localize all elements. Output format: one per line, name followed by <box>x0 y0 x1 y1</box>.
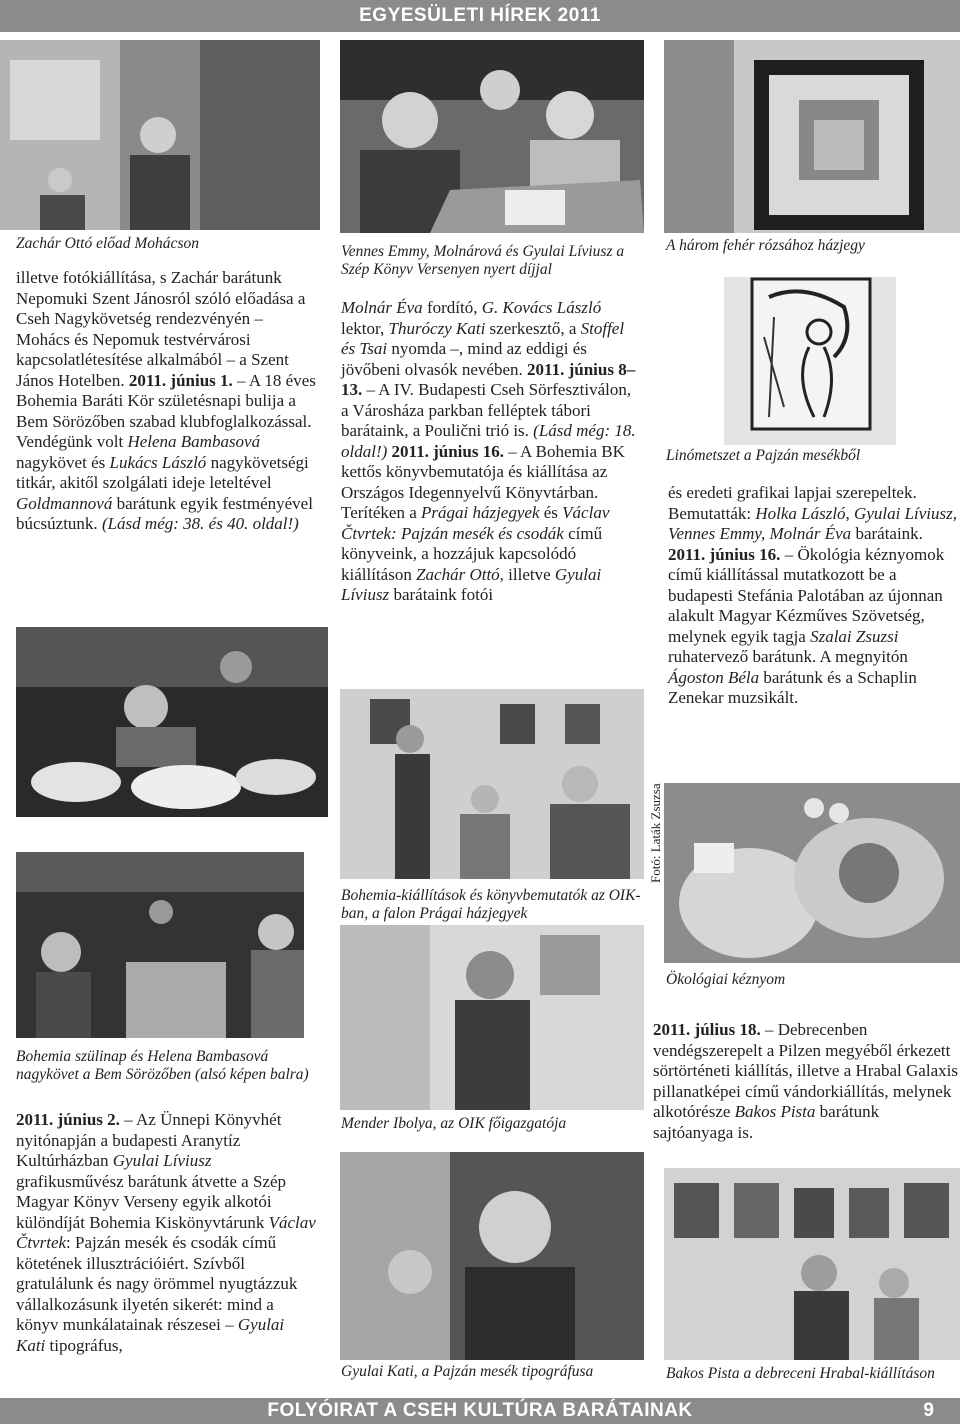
photo-hazjegy-frame <box>664 40 960 233</box>
caption-bakos: Bakos Pista a debreceni Hrabal-kiállításon <box>666 1365 935 1382</box>
footer-title: FOLYÓIRAT A CSEH KULTÚRA BARÁTAINAK <box>267 1400 693 1421</box>
article-col2: Molnár Éva fordító, G. Kovács László lektor, Thuróczy Kati szerkesztő, a Stoffel és Tsai nyomda –, mind az eddigi és jövőbeni olvasók nevében. 2011. június 8–13. – A IV. Budapesti Cseh Sörfesztiválon, a Városháza parkban felléptek tábori barátaink, a Poulični trió is. (Lásd még: 18. oldal!) 2011. június 16. – A Bohemia BK kettős könyvbemutatója és kiállítása az Országos Idegennyelvű Könyvtárban. Terítéken a Prágai házjegyek és Václav Čtvrtek: Pajzán mesék és csodák című könyveink, a hozzájuk kapcsolódó kiállításon Zachár Ottó, illetve Gyulai Líviusz barátaink fotói <box>341 298 636 604</box>
photo-zachar-otto <box>0 40 320 230</box>
caption-mender: Mender Ibolya, az OIK főigazgatója <box>341 1115 567 1132</box>
caption-harom-feher: A három fehér rózsához házjegy <box>666 237 865 254</box>
page-header <box>0 0 960 32</box>
photo-credit-text: Fotó: Laták Zsuzsa <box>648 783 663 883</box>
photo-gyulai-kati <box>340 1152 644 1360</box>
caption-oik: Bohemia-kiállítások és könyvbemutatók az OIK-ban, a falon Prágai házjegyek <box>341 887 641 922</box>
photo-birthday-cake <box>16 627 328 817</box>
page-footer <box>0 1398 960 1424</box>
caption-gyulai-kati: Gyulai Kati, a Pajzán mesék tipográfusa <box>341 1363 594 1380</box>
article-col3-top: és eredeti grafikai lapjai szerepeltek. Bemutatták: Holka László, Gyulai Líviusz, Vennes Emmy, Molnár Éva barátaink. 2011. június 16. – Ökológia kéznyomok című kiállítással mutatkozott be a budapesti Stefánia Palotában az újonnan alakult Magyar Kézműves Szövetség, melynek egyik tagja Szalai Zsuzsi ruhatervező barátunk. A megnyitón Ágoston Béla barátunk és a Schaplin Zenekar muzsikált. <box>668 483 957 707</box>
photo-bakos-pista <box>664 1168 960 1360</box>
photo-bem-sorozo <box>16 852 304 1038</box>
photo-okologiai-keznyom <box>664 783 960 963</box>
caption-vennes: Vennes Emmy, Molnárová és Gyulai Líviusz a Szép Könyv Versenyen nyert díjjal <box>341 243 625 278</box>
photo-mender-ibolya <box>340 925 644 1110</box>
photo-oik-exhibition <box>340 689 644 879</box>
photo-linometszet <box>724 277 896 445</box>
photo-vennes-molnarova-gyulai <box>340 40 644 233</box>
caption-bohemia: Bohemia szülinap és Helena Bambasová nagykövet a Bem Sörözőben (alsó képen balra) <box>16 1048 309 1083</box>
article-col3-bottom: 2011. július 18. – Debrecenben vendégszerepelt a Pilzen megyéből érkezett sörtörténeti kiállítás, illetve a Hrabal Galaxis pillanatképei című vándorkiállítás, melynek alkotórésze Bakos Pista barátunk sajtóanyaga is. <box>653 1020 958 1142</box>
header-title: EGYESÜLETI HÍREK 2011 <box>359 5 601 26</box>
caption-zachar: Zachár Ottó előad Mohácson <box>16 235 199 252</box>
article-col1-bottom: 2011. június 2. – Az Ünnepi Könyvhét nyitónapján a budapesti Aranytíz Kultúrházban Gyulai Líviusz grafikusművész barátunk átvette a Szép Magyar Könyv Verseny egyik alkotói különdíját Bohemia Kiskönyvtárunk Václav Čtvrtek: Pajzán mesék és csodák című kötetének illusztrációiért. Szívből gratulálunk és nagy örömmel nyugtázzuk vállalkozásunk ilyetén sikerét: mind a könyv munkálatainak részesei – Gyulai Kati tipográfus, <box>16 1110 316 1355</box>
caption-linometszet: Linómetszet a Pajzán mesékből <box>666 447 861 464</box>
caption-okologiai: Ökológiai kéznyom <box>666 971 786 988</box>
photo-credit <box>648 783 668 883</box>
article-col1-top: illetve fotókiállítása, s Zachár barátunk Nepomuki Szent Jánosról szóló előadása a Cseh Nagykövetség rendezvényén – Mohács és Nepomuk testvérvárosi kapcsolatlétesítése alkalmából – a Szent János Hotelben. 2011. június 1. – A 18 éves Bohemia Baráti Kör születésnapi bulija a Bem Sörözőben szabad klubfoglalkozással. Vendégünk volt Helena Bambasová nagykövet és Lukács László nagykövetségi titkár, akitől szolgálati ideje leteltével Goldmannová barátunk egyik festményével búcsúztunk. (Lásd még: 38. és 40. oldal!) <box>16 268 316 533</box>
page-number: 9 <box>923 1400 934 1421</box>
